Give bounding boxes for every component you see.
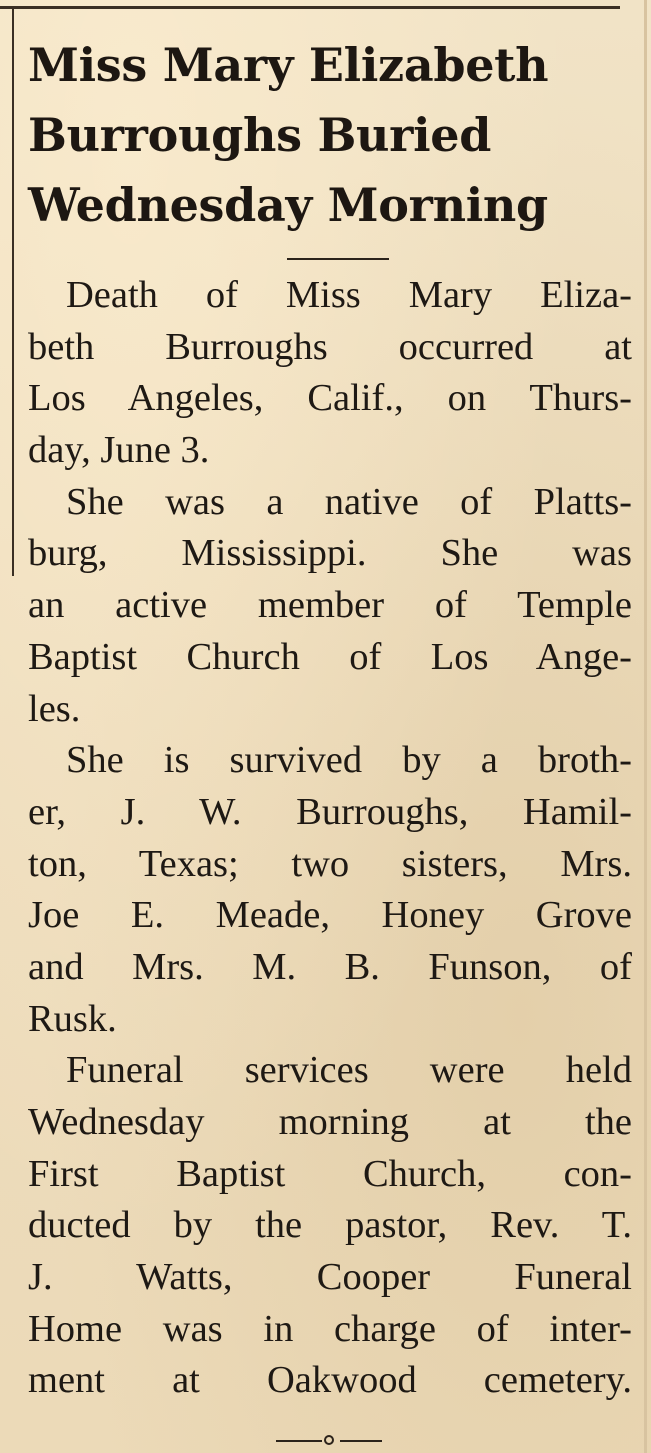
paragraph-funeral-services	[28, 1045, 632, 1407]
paragraph-survivors	[28, 735, 632, 1045]
text-line: er, J. W. Burroughs, Hamil-	[28, 790, 632, 833]
ornament-rule-right	[340, 1440, 382, 1442]
ornament-rule-left	[276, 1440, 322, 1442]
article-body	[28, 270, 632, 1407]
text-line: Los Angeles, Calif., on Thurs-	[28, 377, 632, 420]
headline	[28, 30, 628, 240]
text-line: Joe E. Meade, Honey Grove	[28, 894, 632, 937]
text-line: Wednesday morning at the	[28, 1101, 632, 1143]
paper-edge	[644, 0, 647, 1453]
text-line: an active member of Temple	[28, 584, 632, 627]
headline-line: Wednesday Morning	[28, 178, 548, 232]
text-line: burg, Mississippi. She was	[28, 532, 632, 575]
text-line: First Baptist Church, con-	[28, 1152, 632, 1195]
paragraph-biography	[28, 477, 632, 735]
text-line: ducted by the pastor, Rev. T.	[28, 1204, 632, 1247]
top-column-rule	[0, 6, 620, 9]
text-line: day, June 3.	[28, 429, 210, 472]
text-line: Funeral services were held	[66, 1049, 632, 1092]
headline-divider	[287, 258, 389, 260]
end-of-article-ornament	[248, 1434, 428, 1448]
text-line: les.	[28, 687, 81, 730]
text-line: Baptist Church of Los Ange-	[28, 635, 632, 678]
text-line: Rusk.	[28, 997, 117, 1040]
headline-line: Miss Mary Elizabeth	[28, 38, 549, 92]
left-column-rule	[12, 6, 14, 576]
text-line: She was a native of Platts-	[66, 480, 632, 523]
text-line: She is survived by a broth-	[66, 739, 632, 782]
ornament-circle-icon	[324, 1435, 334, 1445]
text-line: and Mrs. M. B. Funson, of	[28, 945, 632, 988]
text-line: ton, Texas; two sisters, Mrs.	[28, 842, 632, 885]
paragraph-death-notice	[28, 270, 632, 477]
text-line: ment at Oakwood cemetery.	[28, 1359, 632, 1402]
headline-line: Burroughs Buried	[28, 108, 492, 162]
text-line: Death of Miss Mary Eliza-	[66, 274, 632, 316]
text-line: beth Burroughs occurred at	[28, 325, 632, 368]
text-line: Home was in charge of inter-	[28, 1307, 632, 1350]
text-line: J. Watts, Cooper Funeral	[28, 1256, 632, 1299]
